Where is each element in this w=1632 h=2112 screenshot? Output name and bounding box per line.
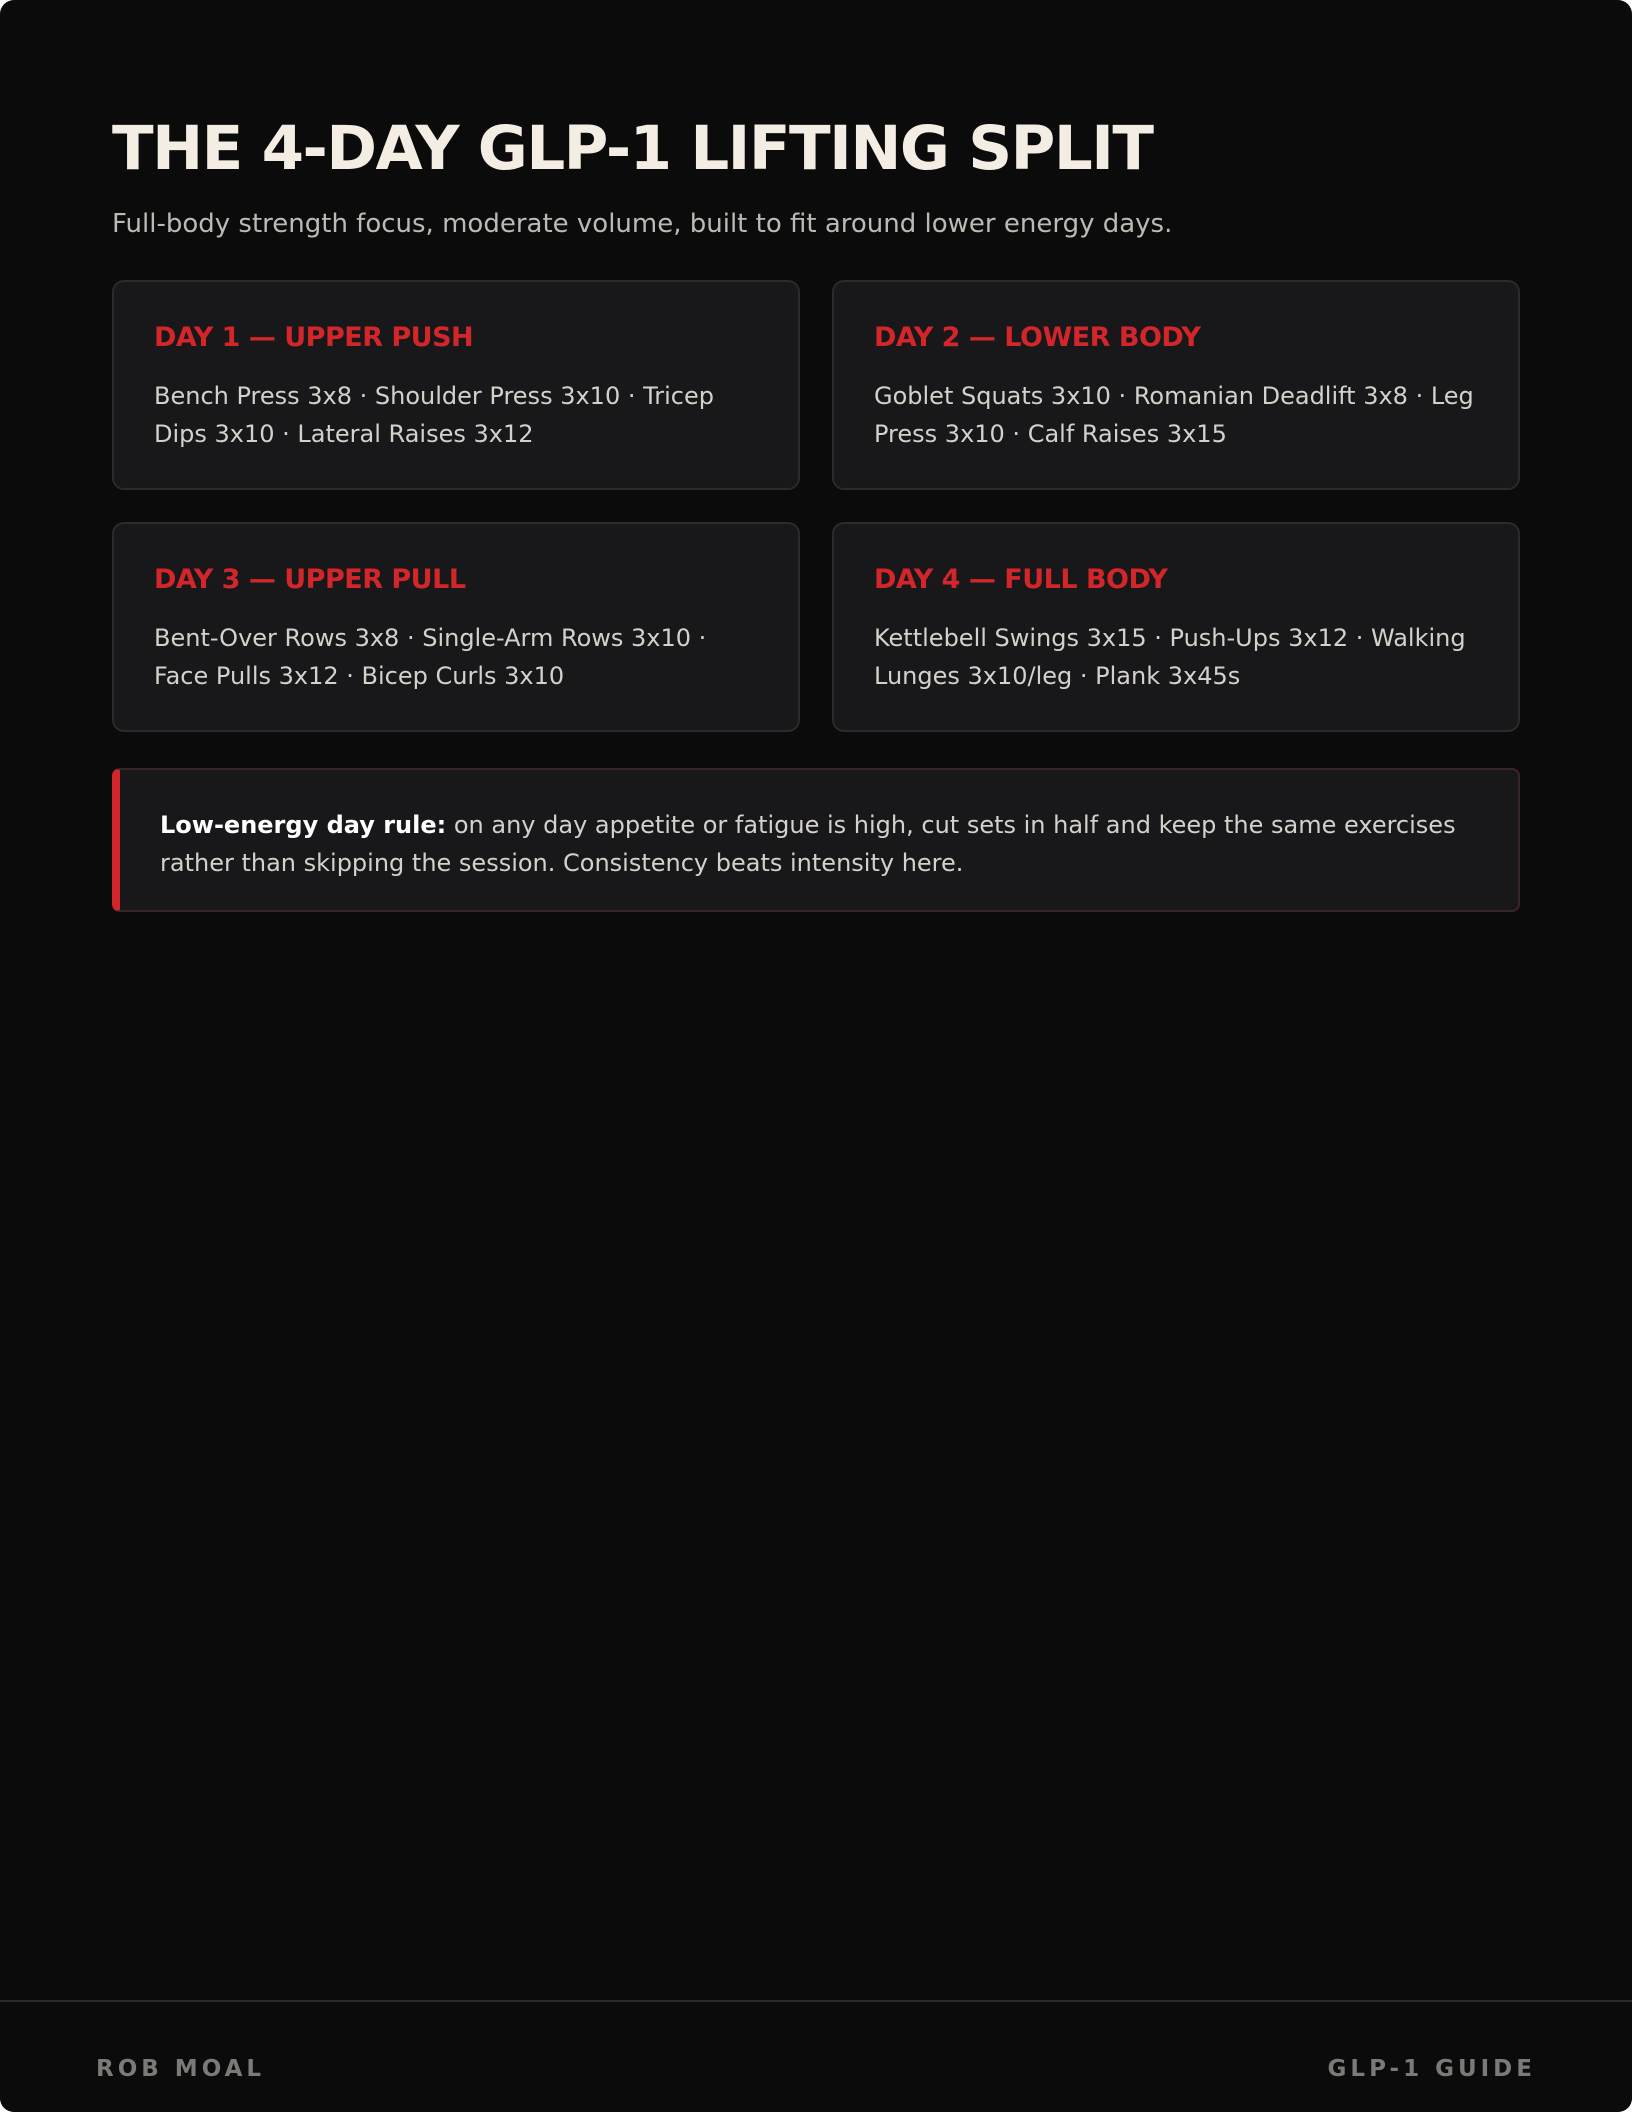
page-title: THE 4-DAY GLP-1 LIFTING SPLIT (112, 113, 1153, 184)
day-card-4 (832, 522, 1520, 732)
footer-guide-name: GLP-1 GUIDE (1327, 2056, 1536, 2082)
rule-label: Low-energy day rule: (160, 811, 447, 840)
day-card-title: DAY 4 — FULL BODY (874, 564, 1168, 596)
page-subtitle: Full-body strength focus, moderate volume, built to fit around lower energy days. (112, 209, 1173, 240)
rule-text: on any day appetite or fatigue is high, cut sets in half and keep the same exercises rather than skipping the session. Consistency beats intensity here. (160, 811, 1456, 878)
day-card-title: DAY 2 — LOWER BODY (874, 322, 1201, 354)
day-card-exercises: Goblet Squats 3x10 · Romanian Deadlift 3x8 · Leg Press 3x10 · Calf Raises 3x15 (874, 381, 1474, 448)
main-content (112, 112, 1520, 912)
day-card-exercises: Bent-Over Rows 3x8 · Single-Arm Rows 3x10 · Face Pulls 3x12 · Bicep Curls 3x10 (154, 623, 707, 690)
day-cards-grid (112, 280, 1520, 732)
footer-author: ROB MOAL (96, 2056, 266, 2082)
day-card-title: DAY 1 — UPPER PUSH (154, 322, 474, 354)
day-card-exercises: Kettlebell Swings 3x15 · Push-Ups 3x12 · Walking Lunges 3x10/leg · Plank 3x45s (874, 623, 1466, 690)
low-energy-rule-callout (112, 768, 1520, 912)
day-card-3 (112, 522, 800, 732)
day-card-title: DAY 3 — UPPER PULL (154, 564, 466, 596)
day-card-1 (112, 280, 800, 490)
day-card-2 (832, 280, 1520, 490)
day-card-exercises: Bench Press 3x8 · Shoulder Press 3x10 · Tricep Dips 3x10 · Lateral Raises 3x12 (154, 381, 714, 448)
page-footer (0, 2000, 1632, 2112)
